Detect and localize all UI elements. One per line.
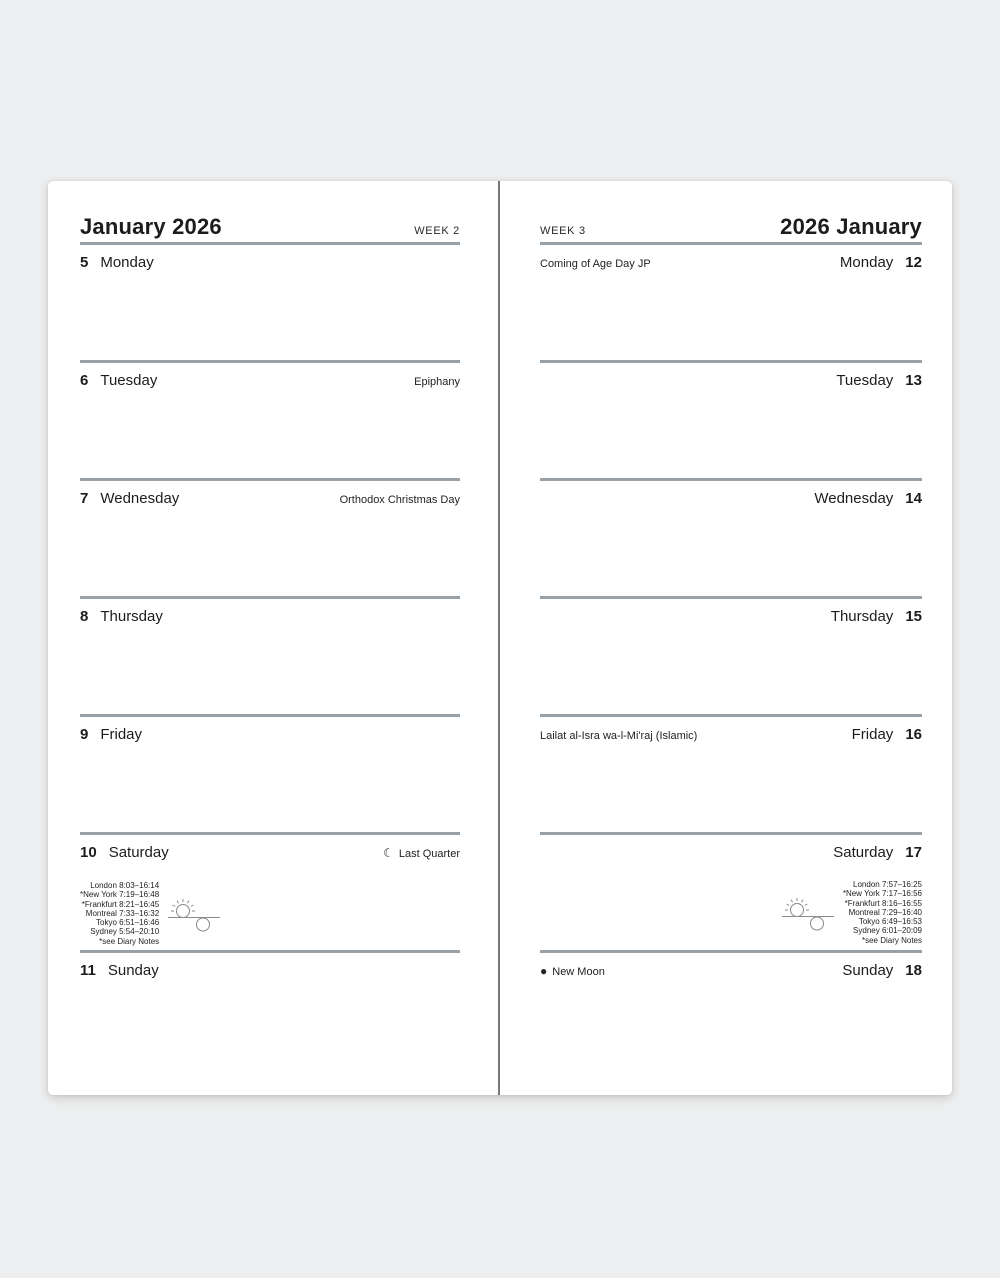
day-number: 8 [80,608,89,625]
day-row [540,950,922,1095]
day-row [80,950,460,1095]
day-number: 13 [905,372,922,389]
sun-times-line: *New York 7:17–16:56 [842,889,922,899]
day-name: Tuesday [836,372,894,389]
diary-notes-line: *see Diary Notes [99,936,160,946]
day-row [80,478,460,596]
sunrise-sunset-icon [168,896,220,932]
day-name: Monday [839,254,894,271]
diary-week-spread [48,181,952,1095]
left-page-header [80,181,460,245]
diary-notes-line: *see Diary Notes [861,935,922,945]
sun-times-line: *New York 7:19–16:48 [80,890,160,900]
sun-times-line: Montreal 7:33–16:32 [85,908,160,918]
day-row [540,832,922,950]
day-name: Saturday [108,844,169,861]
week-label: WEEK 3 [540,225,586,237]
day-name: Thursday [100,608,163,625]
day-name: Wednesday [814,490,894,507]
day-row [80,596,460,714]
day-name: Friday [851,726,894,743]
day-number: 11 [80,962,96,979]
sun-times-line: Sydney 5:54–20:10 [90,927,160,937]
day-row [80,832,460,950]
day-row [540,245,922,360]
day-name: Saturday [833,844,894,861]
day-number: 6 [80,372,89,389]
sun-times-line: *Frankfurt 8:21–16:45 [81,899,160,909]
day-event: ☾ Last Quarter [383,846,460,860]
sun-times-list [80,881,159,946]
day-name: Sunday [107,962,159,979]
day-event: Epiphany [414,376,460,388]
sun-times-line: *Frankfurt 8:16–16:55 [844,898,922,908]
day-name: Wednesday [100,490,180,507]
day-event: Coming of Age Day JP [540,258,651,270]
day-name: Sunday [842,962,894,979]
day-row [80,360,460,478]
day-number: 18 [905,962,922,979]
sun-times-line: London 7:57–16:25 [853,880,922,889]
new-moon-icon: ● [540,964,548,978]
sunrise-sunset-icon [782,895,834,931]
day-number: 10 [80,844,97,861]
day-number: 12 [905,254,922,271]
week-label: WEEK 2 [414,225,460,237]
day-row [540,360,922,478]
day-event: Lailat al-Isra wa-l-Mi'raj (Islamic) [540,730,698,742]
day-number: 5 [80,254,89,271]
page-title: January 2026 [80,214,222,239]
diary-right-page [500,181,952,1095]
day-row [80,714,460,832]
sun-times-line: Tokyo 6:49–16:53 [858,917,922,927]
diary-left-page [48,181,500,1095]
day-number: 7 [80,490,89,507]
day-number: 15 [905,608,922,625]
day-event: ● New Moon [540,964,605,978]
day-row [80,245,460,360]
sun-times [540,880,922,945]
day-row [540,478,922,596]
sun-times-line: Sydney 6:01–20:09 [853,926,922,936]
last-quarter-moon-icon: ☾ [383,846,394,860]
day-number: 14 [905,490,922,507]
day-name: Thursday [830,608,894,625]
sun-times [80,881,460,946]
sun-times-list [843,880,922,945]
sun-times-line: London 8:03–16:14 [90,881,160,890]
right-page-header [540,181,922,245]
day-name: Friday [100,726,143,743]
day-name: Monday [100,254,154,271]
day-event: Orthodox Christmas Day [339,494,460,506]
sun-times-line: Tokyo 6:51–16:46 [96,918,160,928]
day-number: 9 [80,726,89,743]
sun-times-line: Montreal 7:29–16:40 [848,907,922,917]
day-name: Tuesday [100,372,158,389]
page-title: 2026 January [780,214,922,239]
day-number: 16 [905,726,922,743]
day-number: 17 [905,844,922,861]
day-row [540,596,922,714]
day-row [540,714,922,832]
